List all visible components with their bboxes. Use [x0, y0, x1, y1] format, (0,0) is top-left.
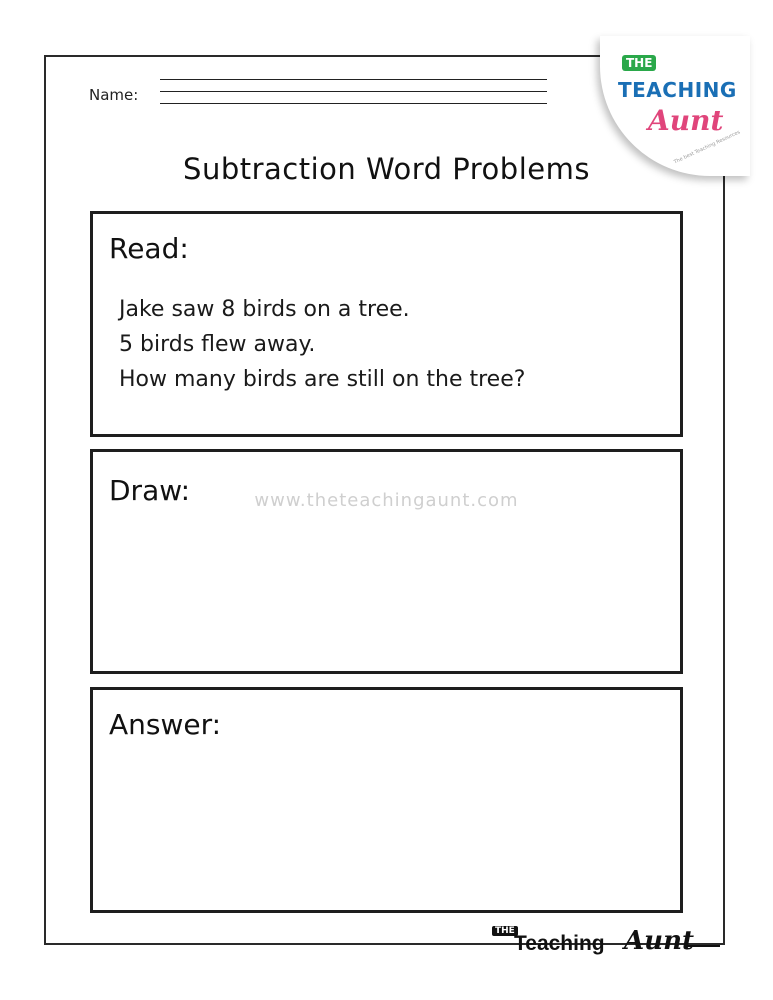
- answer-heading: Answer:: [109, 708, 222, 741]
- draw-box: [90, 449, 683, 674]
- draw-heading: Draw:: [109, 474, 191, 507]
- read-heading: Read:: [109, 232, 189, 265]
- name-line-bottom: [160, 103, 547, 104]
- logo-tagline: The best Teaching Resources: [673, 129, 742, 166]
- watermark: www.theteachingaunt.com: [254, 490, 519, 511]
- footer-logo-aunt: Aunt: [624, 926, 694, 956]
- logo-the: THE: [622, 55, 656, 71]
- answer-box: [90, 687, 683, 913]
- footer-logo: [488, 924, 728, 964]
- footer-logo-teaching: Teaching: [514, 932, 605, 955]
- name-line-middle: [160, 91, 547, 92]
- name-line-top: [160, 79, 547, 80]
- problem-line: Jake saw 8 birds on a tree.: [119, 297, 410, 322]
- footer-rule: [684, 945, 720, 947]
- footer-logo-the: THE: [492, 926, 518, 936]
- name-label: Name:: [89, 86, 139, 104]
- logo-teaching: TEACHING: [618, 78, 737, 102]
- problem-text: [119, 292, 525, 397]
- logo-aunt: Aunt: [648, 104, 724, 137]
- problem-line: How many birds are still on the tree?: [119, 367, 526, 392]
- read-box: [90, 211, 683, 437]
- worksheet-title: Subtraction Word Problems: [183, 152, 590, 186]
- problem-line: 5 birds flew away.: [119, 332, 316, 357]
